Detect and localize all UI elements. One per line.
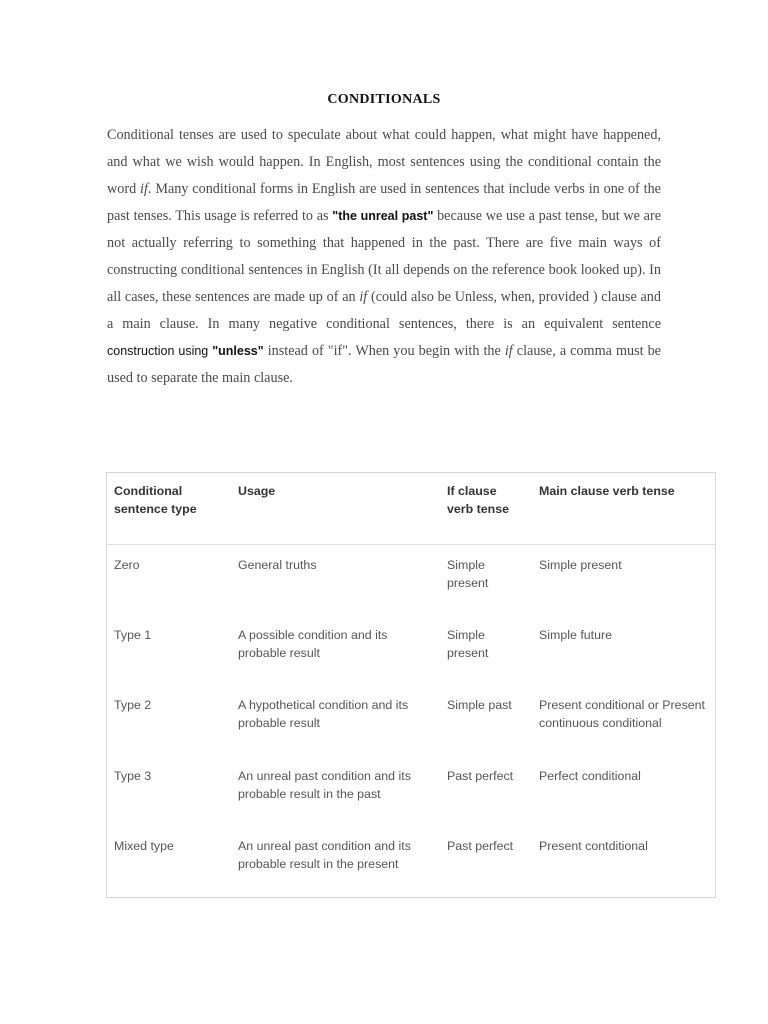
cell-if-clause-line: Past perfect [447, 769, 514, 783]
paragraph-run: (could also be Unless, when, provided ) clause and a main clause. In many negative conditional sentences, there is an equivalent sentence [107, 289, 661, 332]
cell-main-clause-line: Simple present [539, 558, 622, 572]
cell-main-clause-line: Present conditional or Present [539, 698, 705, 712]
cell-usage-line: General truths [238, 558, 317, 572]
paragraph-run: because we use a past tense, but we are not actually referring to something that happened in the past. There are five main ways of constructing conditional sentences in English (It all depends on the reference book looked up). In all cases, these sentences are made up of an [107, 208, 661, 305]
cell-type-line: Type 3 [114, 769, 152, 783]
conditionals-table [106, 472, 716, 898]
cell-if-clause-line: Past perfect [447, 839, 514, 853]
header-usage [238, 482, 275, 500]
cell-if-clause-line: present [447, 646, 489, 660]
intro-paragraph [107, 122, 661, 392]
cell-usage-line: An unreal past condition and its [238, 769, 411, 783]
cell-if-clause [447, 696, 512, 714]
header-usage-line: Usage [238, 484, 276, 498]
header-main-clause [539, 482, 675, 500]
cell-usage-line: probable result in the past [238, 787, 381, 801]
cell-type-line: Mixed type [114, 839, 174, 853]
cell-if-clause-line: Simple [447, 558, 485, 572]
header-type-line: Conditional [114, 484, 183, 498]
header-if-clause-line: If clause [447, 484, 497, 498]
cell-type [114, 837, 174, 855]
cell-main-clause [539, 696, 705, 732]
cell-main-clause [539, 556, 622, 574]
cell-main-clause-line: continuous conditional [539, 716, 662, 730]
cell-if-clause-line: Simple past [447, 698, 512, 712]
cell-usage [238, 837, 411, 873]
cell-main-clause-line: Perfect conditional [539, 769, 641, 783]
cell-usage-line: probable result [238, 646, 320, 660]
cell-type [114, 767, 151, 785]
cell-main-clause [539, 837, 648, 855]
cell-main-clause [539, 767, 641, 785]
cell-type-line: Type 2 [114, 698, 152, 712]
paragraph-run: "the unreal past" [332, 209, 434, 223]
header-type-line: sentence type [114, 502, 197, 516]
cell-if-clause [447, 837, 513, 855]
cell-usage-line: probable result [238, 716, 320, 730]
header-main-clause-line: Main clause verb tense [539, 484, 675, 498]
cell-usage-line: probable result in the present [238, 857, 399, 871]
cell-usage [238, 626, 387, 662]
paragraph-run: if [504, 343, 513, 359]
paragraph-run: Conditional tenses are used to speculate about what could happen, what might have happened, and what we wish would happen. In English, most sentences using the conditional contain the word [107, 127, 661, 197]
cell-if-clause-line: Simple [447, 628, 485, 642]
paragraph-run: clause, a comma must be used to separate the main clause. [107, 343, 661, 386]
cell-main-clause [539, 626, 612, 644]
cell-if-clause [447, 556, 488, 592]
cell-usage-line: A possible condition and its [238, 628, 388, 642]
cell-usage [238, 556, 317, 574]
paragraph-run: construction using [107, 344, 213, 358]
header-divider [107, 544, 715, 545]
cell-if-clause [447, 767, 513, 785]
paragraph-run: instead of "if". When you begin with the [263, 343, 505, 359]
cell-if-clause [447, 626, 488, 662]
cell-main-clause-line: Present contditional [539, 839, 648, 853]
header-if-clause-line: verb tense [447, 502, 509, 516]
paragraph-run: if [359, 289, 371, 305]
paragraph-run: "unless" [212, 344, 264, 358]
cell-if-clause-line: present [447, 576, 489, 590]
cell-type [114, 626, 151, 644]
cell-usage-line: An unreal past condition and its [238, 839, 411, 853]
cell-main-clause-line: Simple future [539, 628, 613, 642]
document-title: CONDITIONALS [327, 92, 441, 107]
cell-usage-line: A hypothetical condition and its [238, 698, 409, 712]
cell-type [114, 556, 139, 574]
cell-usage [238, 696, 408, 732]
header-type [114, 482, 197, 518]
cell-type-line: Zero [114, 558, 140, 572]
header-if-clause [447, 482, 509, 518]
paragraph-run: if [140, 181, 148, 197]
cell-type [114, 696, 151, 714]
paragraph-run: . Many conditional forms in English are used in sentences that include verbs in one of the past tenses. This usage is referred to as [107, 181, 661, 224]
cell-usage [238, 767, 411, 803]
cell-type-line: Type 1 [114, 628, 152, 642]
